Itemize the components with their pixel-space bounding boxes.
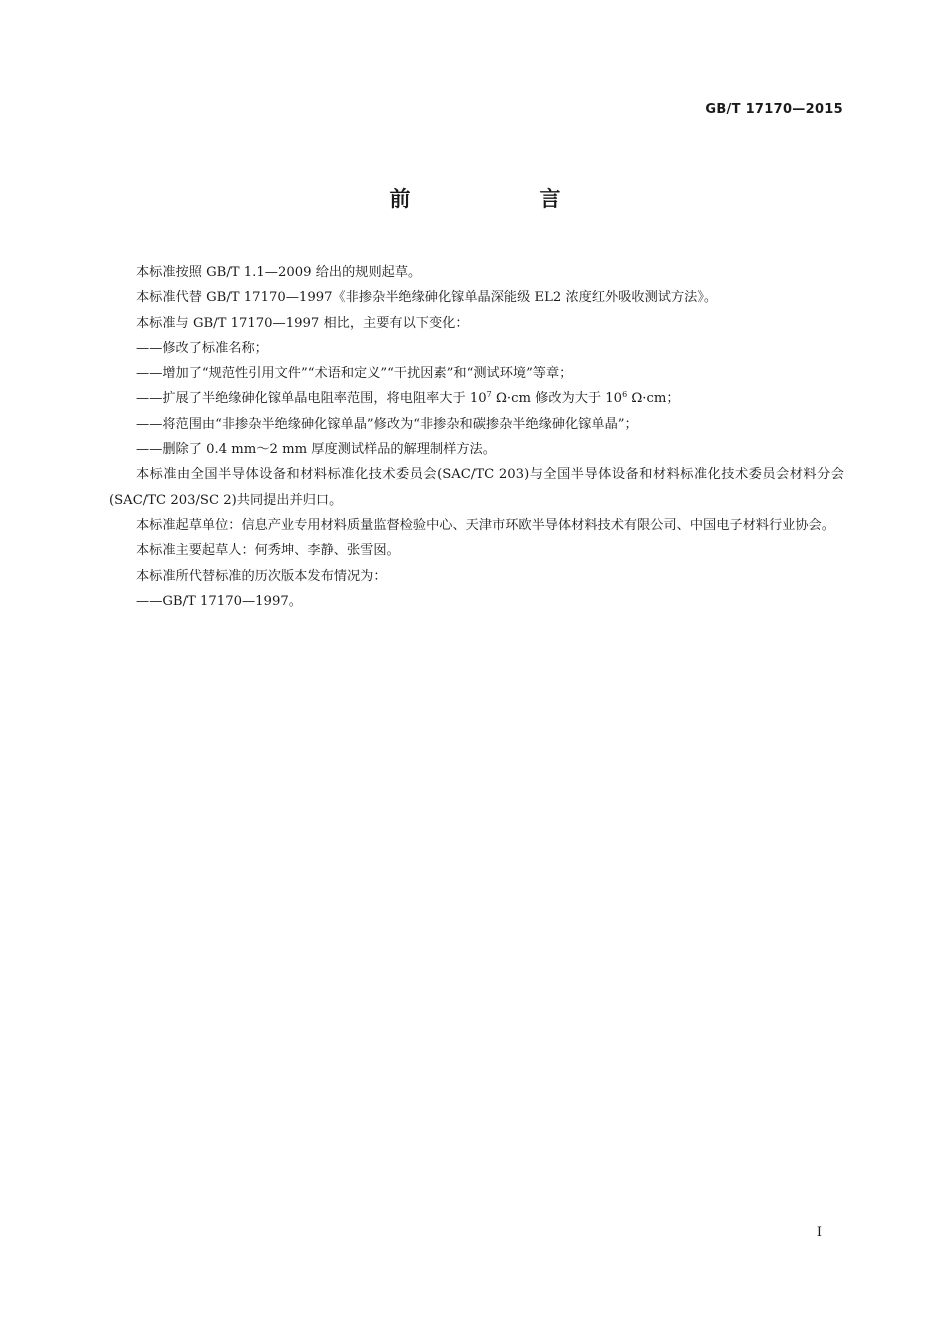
change-item-chapters: ——增加了“规范性引用文件”“术语和定义”“干扰因素”和“测试环境”等章； <box>136 366 573 382</box>
paragraph-proposer: 本标准由全国半导体设备和材料标准化技术委员会(SAC/TC 203)与全国半导体设备和材料标准化技术委员会材料分会(SAC/TC 203/SC 2)共同提出并归口。 <box>109 467 844 508</box>
resistivity-text-post: Ω·cm； <box>627 391 680 407</box>
resistivity-exponent-old: 7 <box>486 390 492 400</box>
change-item-resistivity <box>109 386 844 411</box>
resistivity-exponent-new: 6 <box>622 390 628 400</box>
foreword-body <box>109 260 844 614</box>
paragraph-changes-intro: 本标准与 GB/T 17170—1997 相比，主要有以下变化： <box>136 315 469 331</box>
resistivity-text-mid: Ω·cm 修改为大于 10 <box>491 391 623 407</box>
paragraph-drafters: 本标准主要起草人：何秀坤、李静、张雪囡。 <box>136 543 400 559</box>
page-title: 前 言 <box>389 187 615 211</box>
paragraph-replacement: 本标准代替 GB/T 17170—1997《非掺杂半绝缘砷化镓单晶深能级 EL2 浓度红外吸收测试方法》。 <box>136 290 718 306</box>
paragraph-drafting-units: 本标准起草单位：信息产业专用材料质量监督检验中心、天津市环欧半导体材料技术有限公司、中国电子材料行业协会。 <box>136 517 835 533</box>
paragraph-drafting-rules: 本标准按照 GB/T 1.1—2009 给出的规则起草。 <box>136 265 422 280</box>
change-item-name: ——修改了标准名称； <box>136 340 268 356</box>
change-item-scope: ——将范围由“非掺杂半绝缘砷化镓单晶”修改为“非掺杂和碳掺杂半绝缘砷化镓单晶”； <box>136 416 638 432</box>
standard-code: GB/T 17170—2015 <box>705 102 843 117</box>
history-item: ——GB/T 17170—1997。 <box>136 593 302 609</box>
resistivity-text-pre: ——扩展了半绝缘砷化镓单晶电阻率范围，将电阻率大于 10 <box>136 391 487 407</box>
change-item-deleted-method: ——删除了 0.4 mm～2 mm 厚度测试样品的解理制样方法。 <box>136 442 496 458</box>
page-number: I <box>816 1225 822 1240</box>
paragraph-history-intro: 本标准所代替标准的历次版本发布情况为： <box>136 568 387 584</box>
